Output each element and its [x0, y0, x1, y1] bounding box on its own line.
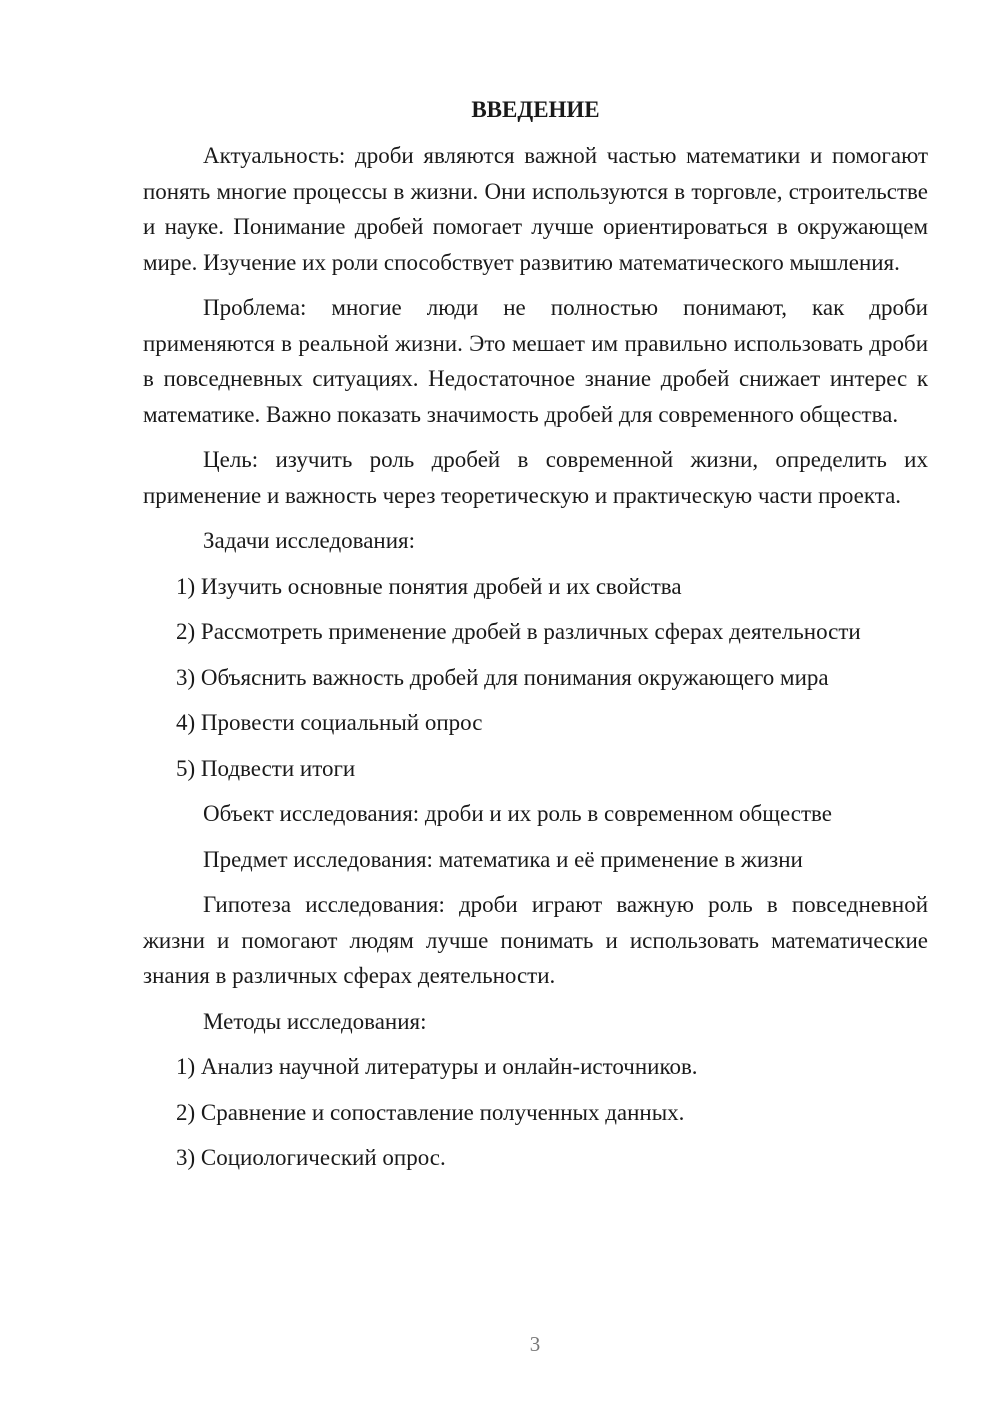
section-title: ВВЕДЕНИЕ — [471, 97, 600, 122]
methods-heading: Методы исследования: — [203, 1008, 427, 1034]
task-item: 2) Рассмотреть применение дробей в различных сферах деятельности — [176, 619, 861, 644]
research-subject: Предмет исследования: математика и её применение в жизни — [203, 846, 803, 872]
task-item: 5) Подвести итоги — [176, 755, 356, 781]
paragraph-problem: Проблема: многие люди не полностью понимают, как дроби применяются в реальной жизни. Это мешает им правильно использовать дроби в повседневных ситуациях. Недостаточное знание дробей снижает интерес к математике. Важно показать значимость дробей для современного общества. — [143, 295, 928, 427]
tasks-heading: Задачи исследования: — [203, 528, 416, 553]
paragraph-goal: Цель: изучить роль дробей в современной жизни, определить их применение и важность через теоретическую и практическую части проекта. — [143, 447, 928, 508]
paragraph-relevance: Актуальность: дроби являются важной частью математики и помогают понять многие процессы в жизни. Они используются в торговле, строительстве и науке. Понимание дробей помогает лучше ориентироваться в окружающем мире. Изучение их роли способствует развитию математического мышления. — [143, 143, 928, 275]
page-number: 3 — [529, 1332, 541, 1356]
method-item: 1) Анализ научной литературы и онлайн-источников. — [176, 1054, 698, 1079]
task-item: 1) Изучить основные понятия дробей и их свойства — [176, 573, 682, 599]
task-item: 4) Провести социальный опрос — [176, 710, 483, 735]
method-item: 2) Сравнение и сопоставление полученных данных. — [176, 1099, 685, 1125]
research-object: Объект исследования: дроби и их роль в современном обществе — [203, 801, 832, 826]
task-item: 3) Объяснить важность дробей для понимания окружающего мира — [176, 664, 829, 690]
paragraph-hypothesis: Гипотеза исследования: дроби играют важную роль в повседневной жизни и помогают людям лучше понимать и использовать математические знания в различных сферах деятельности. — [143, 892, 928, 988]
method-item: 3) Социологический опрос. — [176, 1145, 446, 1170]
document-page — [143, 92, 928, 1186]
